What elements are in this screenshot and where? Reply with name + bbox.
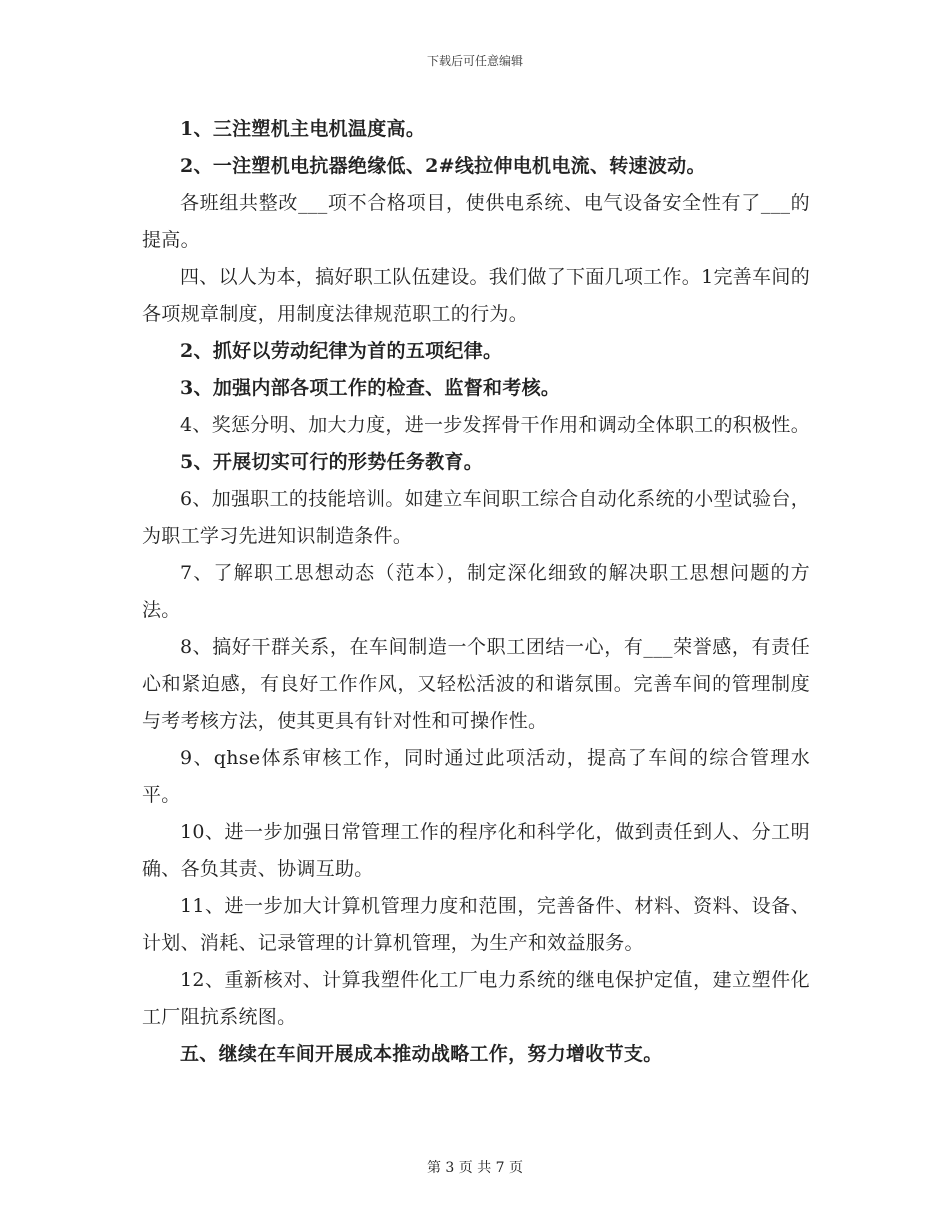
list-item-relations: 8、搞好干群关系，在车间制造一个职工团结一心，有___荣誉感，有责任心和紧迫感，有良好工作作风，又轻松活波的和谐氛围。完善车间的管理制度与考考核方法，使其更具有针对性和可操作性。: [142, 636, 810, 732]
list-item-relay: 12、重新核对、计算我塑件化工厂电力系统的继电保护定值，建立塑件化工厂阻抗系统图。: [142, 969, 810, 1028]
page-header: 下载后可任意编辑: [426, 54, 523, 68]
list-item-management: 10、进一步加强日常管理工作的程序化和科学化，做到责任到人、分工明确、各负其责、协调互助。: [142, 821, 810, 880]
section-four-heading: 四、以人为本，搞好职工队伍建设。我们做了下面几项工作。1完善车间的各项规章制度，用制度法律规范职工的行为。: [142, 266, 810, 325]
page-footer: 第 3 页 共 7 页: [426, 1160, 524, 1176]
list-item-training: 6、加强职工的技能培训。如建立车间职工综合自动化系统的小型试验台，为职工学习先进知识制造条件。: [142, 488, 810, 547]
list-item-rewards: 4、奖惩分明、加大力度，进一步发挥骨干作用和调动全体职工的积极性。: [180, 414, 810, 436]
document-body: [142, 111, 810, 1073]
list-item-discipline: 2、抓好以劳动纪律为首的五项纪律。: [180, 340, 503, 362]
list-item-education: 5、开展切实可行的形势任务教育。: [180, 451, 484, 473]
list-item-thinking: 7、了解职工思想动态（范本），制定深化细致的解决职工思想问题的方法。: [142, 562, 810, 621]
list-item-inspection: 3、加强内部各项工作的检查、监督和考核。: [180, 377, 561, 399]
list-item-2: 2、一注塑机电抗器绝缘低、2#线拉伸电机电流、转速波动。: [180, 155, 706, 177]
section-five-heading: 五、继续在车间开展成本推动战略工作，努力增收节支。: [180, 1043, 663, 1065]
list-item-computer: 11、进一步加大计算机管理力度和范围，完善备件、材料、资料、设备、计划、消耗、记录管理的计算机管理，为生产和效益服务。: [142, 895, 810, 954]
rectification-paragraph: 各班组共整改___项不合格项目，使供电系统、电气设备安全性有了___的提高。: [142, 192, 810, 251]
list-item-qhse: 9、qhse体系审核工作，同时通过此项活动，提高了车间的综合管理水平。: [142, 747, 810, 806]
list-item-1: 1、三注塑机主电机温度高。: [180, 118, 426, 140]
